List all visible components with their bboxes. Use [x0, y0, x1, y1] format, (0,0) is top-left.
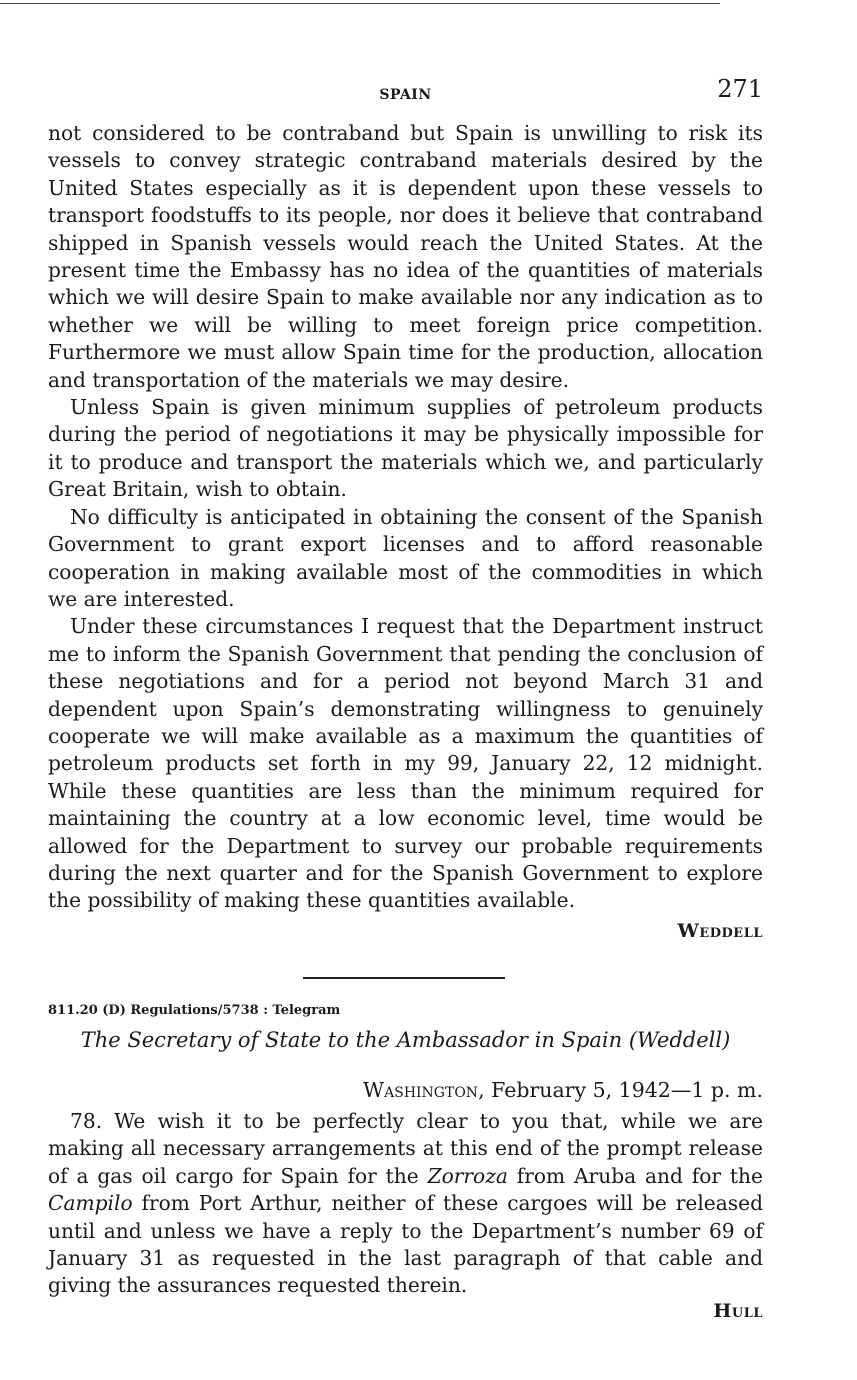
- section-divider: [303, 977, 505, 979]
- document-title: The Secretary of State to the Ambassador in Spain (Weddell): [80, 1028, 731, 1052]
- paragraph-1: not considered to be contraband but Spain is unwilling to risk its vessels to convey strategic contraband materials desired by the United States especially as it is dependent upon these vessels to transport foodstuffs to its people, nor does it believe that contraband shipped in Spanish vessels would reach the United States. At the present time the Embassy has no idea of the quantities of materials which we will desire Spain to make available nor any indication as to whether we will be willing to meet foreign price competition. Furthermore we must allow Spain time for the production, allocation and transportation of the materials we may desire.: [48, 121, 763, 392]
- paragraph-2: Unless Spain is given minimum supplies of petroleum products during the period of negotiations it may be physically impossible for it to produce and transport the materials which we, and particularly Great Britain, wish to obtain.: [48, 395, 763, 502]
- file-reference: 811.20 (D) Regulations/5738 : Telegram: [48, 1003, 341, 1018]
- running-head: SPAIN: [379, 87, 432, 103]
- telegram-text-2: from Aruba and for the: [507, 1163, 763, 1188]
- paragraph-4: Under these circumstances I request that the Department instruct me to inform the Spanish Government that pending the conclusion of these negotiations and for a period not beyond March 31 and dependent upon Spain’s demonstrating willingness to genuinely cooperate we will make available as a maximum the quantities of petroleum products set forth in my 99, January 22, 12 midnight. While these quantities are less than the minimum required for maintaining the country at a low economic level, time would be allowed for the Department to survey our probable requirements during the next quarter and for the Spanish Government to explore the possibility of making these quantities available.: [48, 614, 763, 913]
- body-text-section-2: [48, 1108, 763, 1300]
- telegram-text-1: 78. We wish it to be perfectly clear to you that, while we are making all necessary arrangements at this end of the prompt release of a gas oil cargo for Spain for the: [48, 1109, 763, 1188]
- page-header: [48, 75, 763, 109]
- dateline: [363, 1078, 763, 1102]
- page-number: 271: [717, 75, 763, 103]
- telegram-paragraph: [48, 1108, 763, 1300]
- ship-name-campilo: Campilo: [48, 1191, 133, 1216]
- signature-weddell: Weddell: [677, 920, 763, 942]
- document-page: [48, 0, 763, 1380]
- signature-hull: Hull: [713, 1300, 763, 1322]
- dateline-place: Washington: [363, 1078, 479, 1102]
- ship-name-zorroza: Zorroza: [427, 1163, 508, 1188]
- dateline-date: , February 5, 1942—1 p. m.: [478, 1078, 763, 1102]
- paragraph-3: No difficulty is anticipated in obtaining the consent of the Spanish Government to grant export licenses and to afford reasonable cooperation in making available most of the commodities in which we are interested.: [48, 504, 763, 611]
- body-text-section-1: [48, 120, 763, 915]
- telegram-text-3: from Port Arthur, neither of these cargoes will be released until and unless we have a reply to the Department’s number 69 of January 31 as requested in the last paragraph of that cable and giving the assurances requested therein.: [48, 1191, 763, 1298]
